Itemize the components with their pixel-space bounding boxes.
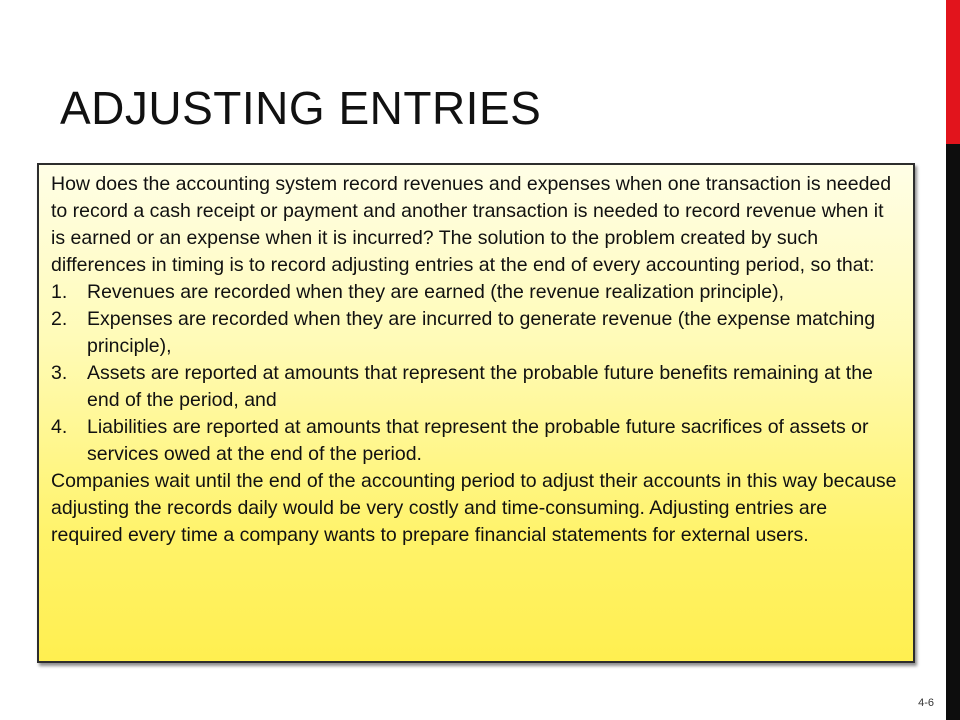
list-item-text: Assets are reported at amounts that represent the probable future benefits remaining at the end of the period, and — [87, 362, 873, 411]
principles-list — [51, 279, 899, 468]
conclusion-paragraph: Companies wait until the end of the accounting period to adjust their accounts in this way because adjusting the records daily would be very costly and time-consuming. Adjusting entries are required every time a company wants to prepare financial statements for external users. — [51, 470, 897, 546]
list-item-number: 1. — [51, 281, 68, 303]
content-box — [37, 163, 915, 663]
list-item-text: Expenses are recorded when they are incurred to generate revenue (the expense matching principle), — [87, 308, 876, 357]
list-item-text: Liabilities are reported at amounts that represent the probable future sacrifices of assets or services owed at the end of the period. — [87, 416, 869, 465]
side-accent-bar-dark — [946, 144, 960, 720]
slide-title: ADJUSTING ENTRIES — [60, 82, 542, 134]
list-item-number: 2. — [51, 308, 68, 330]
list-item-number: 4. — [51, 416, 68, 438]
list-item — [51, 414, 899, 468]
list-item — [51, 279, 899, 306]
list-item-text: Revenues are recorded when they are earned (the revenue realization principle), — [87, 281, 784, 303]
side-accent-bar-red — [946, 0, 960, 144]
intro-paragraph: How does the accounting system record revenues and expenses when one transaction is needed to record a cash receipt or payment and another transaction is needed to record revenue when it is earned or an expense when it is incurred? The solution to the problem created by such differences in timing is to record adjusting entries at the end of every accounting period, so that: — [51, 173, 892, 276]
slide-number: 4-6 — [918, 697, 934, 709]
list-item-number: 3. — [51, 362, 68, 384]
list-item — [51, 360, 899, 414]
list-item — [51, 306, 899, 360]
